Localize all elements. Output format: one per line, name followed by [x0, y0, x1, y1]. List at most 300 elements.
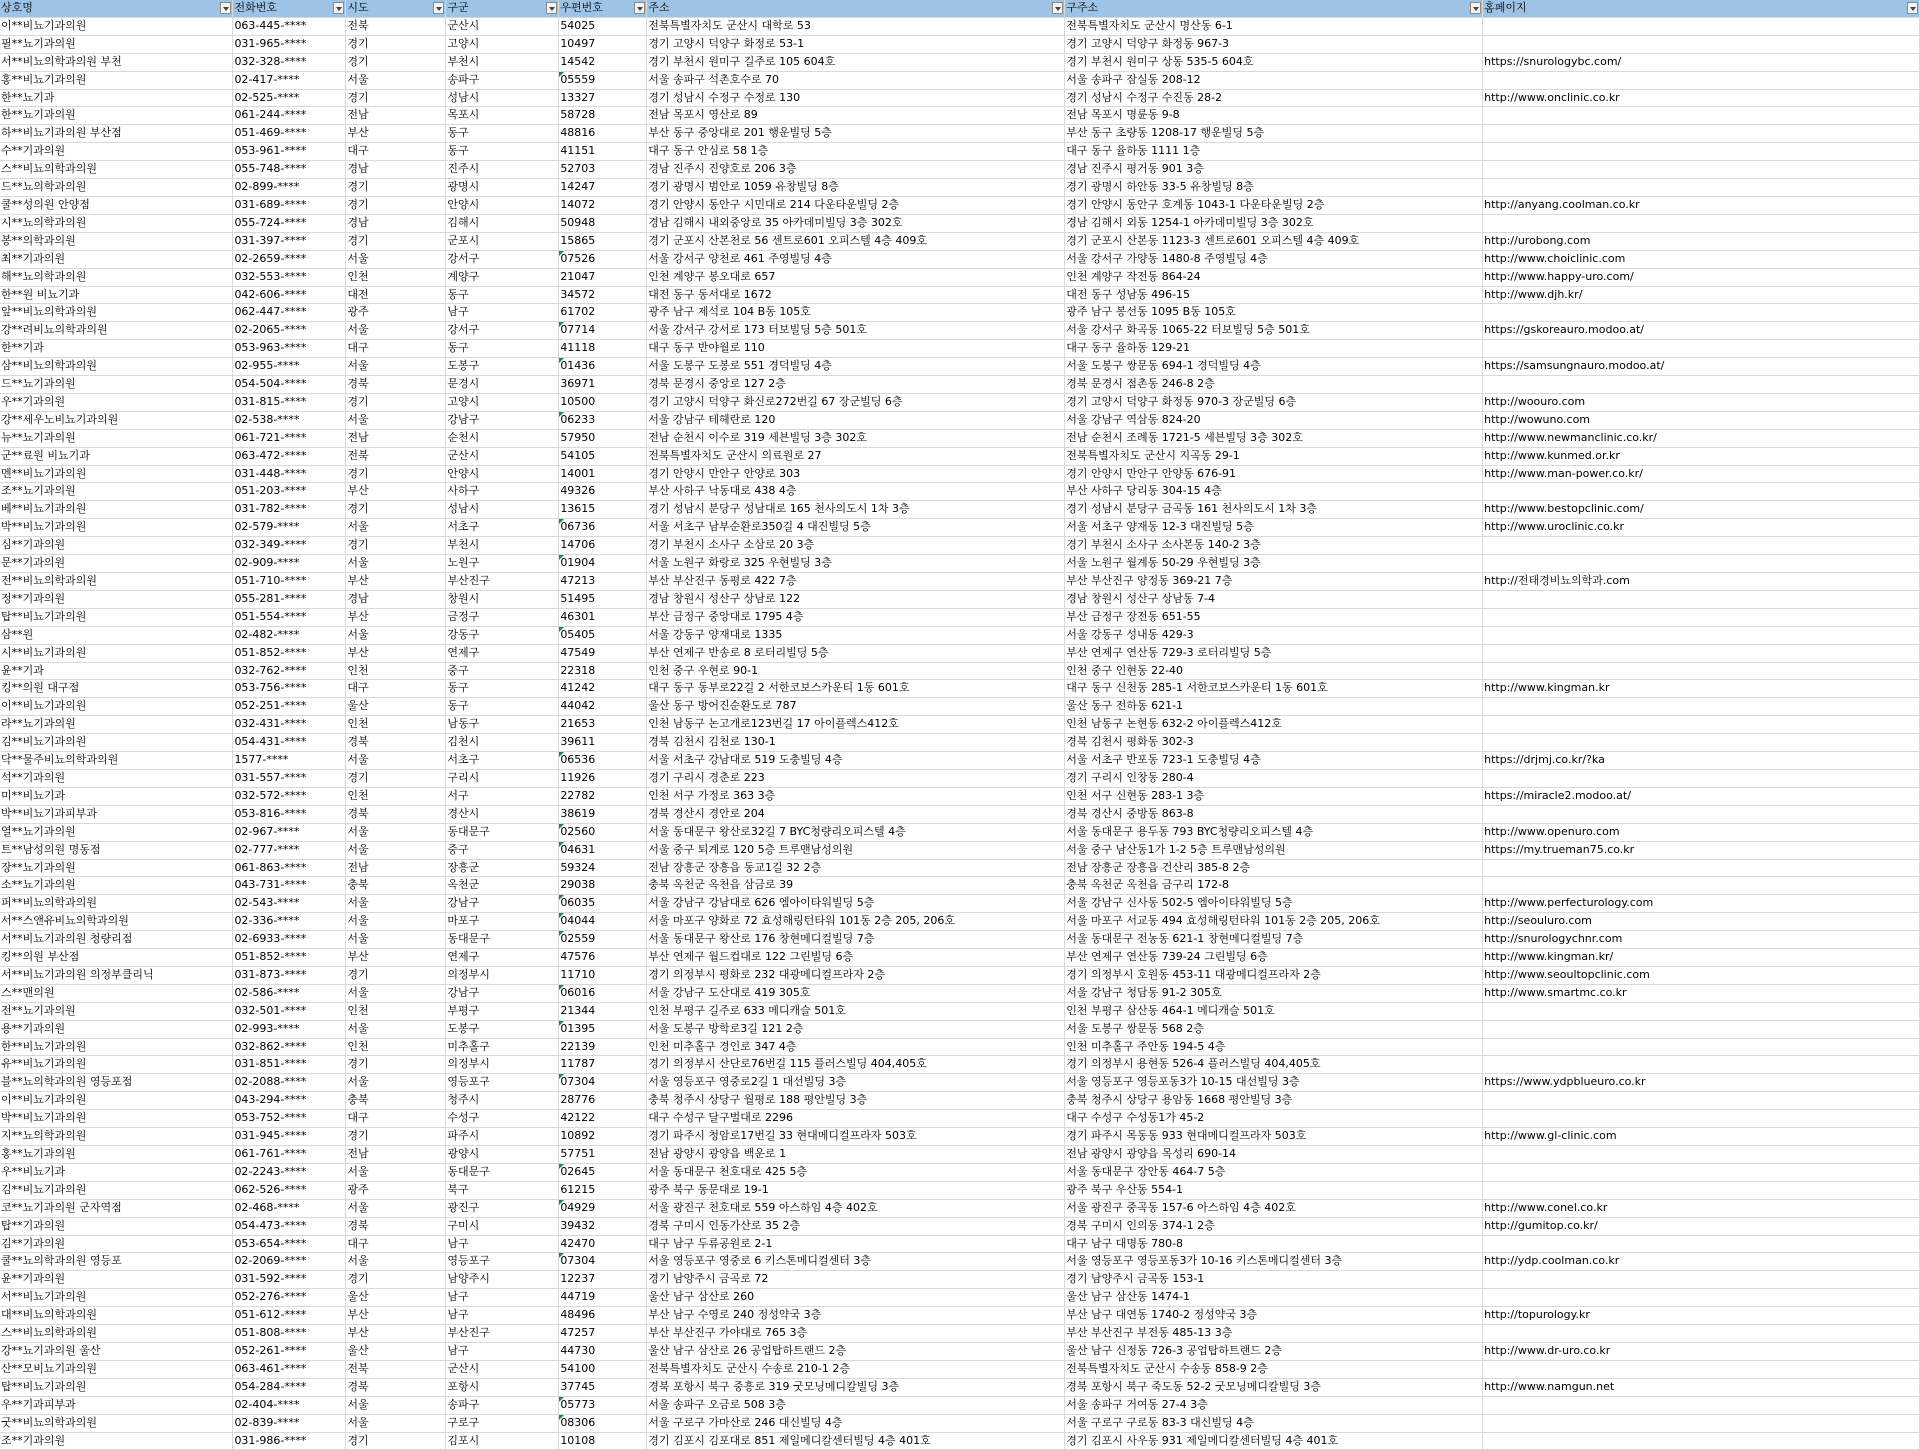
- cell-address[interactable]: 경기 의정부시 산단로76번길 115 플러스빌딩 404,405호: [647, 1056, 1065, 1074]
- cell-district[interactable]: 동대문구: [446, 931, 559, 949]
- cell-homepage[interactable]: [1483, 662, 1920, 680]
- cell-old-address[interactable]: 서울 강동구 성내동 429-3: [1065, 626, 1483, 644]
- cell-province[interactable]: 전남: [346, 107, 446, 125]
- cell-old-address[interactable]: 전남 광양시 광양읍 목성리 690-14: [1065, 1146, 1483, 1164]
- cell-province[interactable]: 인천: [346, 268, 446, 286]
- cell-province[interactable]: 경남: [346, 161, 446, 179]
- cell-phone[interactable]: 02-543-****: [233, 895, 346, 913]
- cell-address[interactable]: 서울 노원구 화랑로 325 우현빌딩 3층: [647, 555, 1065, 573]
- cell-district[interactable]: 구로구: [446, 1414, 559, 1432]
- cell-phone[interactable]: 02-468-****: [233, 1199, 346, 1217]
- cell-postcode[interactable]: 10892: [559, 1128, 647, 1146]
- cell-district[interactable]: 송파구: [446, 71, 559, 89]
- cell-district[interactable]: 진주시: [446, 161, 559, 179]
- cell-province[interactable]: 경기: [346, 465, 446, 483]
- cell-old-address[interactable]: 경남 김해시 외동 1254-1 아카데미빌딩 3층 302호: [1065, 214, 1483, 232]
- cell-name[interactable]: 산**모비뇨기과의원: [0, 1360, 233, 1378]
- cell-phone[interactable]: 031-592-****: [233, 1271, 346, 1289]
- cell-old-address[interactable]: 충북 청주시 상당구 용암동 1668 평안빌딩 3층: [1065, 1092, 1483, 1110]
- cell-name[interactable]: 스**비뇨의학과의원: [0, 1325, 233, 1343]
- cell-phone[interactable]: 032-431-****: [233, 716, 346, 734]
- cell-province[interactable]: 서울: [346, 984, 446, 1002]
- cell-province[interactable]: 대구: [346, 340, 446, 358]
- cell-province[interactable]: 경북: [346, 805, 446, 823]
- cell-name[interactable]: 한**뇨기과: [0, 89, 233, 107]
- cell-old-address[interactable]: 인천 중구 인현동 22-40: [1065, 662, 1483, 680]
- cell-name[interactable]: 조**기과의원: [0, 1432, 233, 1450]
- cell-address[interactable]: 울산 남구 삼산로 260: [647, 1289, 1065, 1307]
- cell-postcode[interactable]: 52703: [559, 161, 647, 179]
- cell-phone[interactable]: 02-2088-****: [233, 1074, 346, 1092]
- cell-province[interactable]: 경기: [346, 89, 446, 107]
- cell-name[interactable]: 탑**비뇨기과의원: [0, 1378, 233, 1396]
- cell-homepage[interactable]: https://gskoreauro.modoo.at/: [1483, 322, 1920, 340]
- cell-phone[interactable]: 031-851-****: [233, 1056, 346, 1074]
- cell-address[interactable]: 경기 남양주시 금곡로 72: [647, 1271, 1065, 1289]
- cell-old-address[interactable]: 경북 포항시 북구 죽도동 52-2 굿모닝메디칼빌딩 3층: [1065, 1378, 1483, 1396]
- cell-phone[interactable]: 02-417-****: [233, 71, 346, 89]
- cell-old-address[interactable]: 경기 성남시 수정구 수진동 28-2: [1065, 89, 1483, 107]
- cell-homepage[interactable]: http://woouro.com: [1483, 393, 1920, 411]
- cell-phone[interactable]: 052-276-****: [233, 1289, 346, 1307]
- cell-province[interactable]: 경기: [346, 393, 446, 411]
- cell-name[interactable]: 김**기과의원: [0, 1235, 233, 1253]
- cell-postcode[interactable]: 13327: [559, 89, 647, 107]
- cell-homepage[interactable]: http://www.kingman.kr/: [1483, 949, 1920, 967]
- cell-province[interactable]: 경기: [346, 179, 446, 197]
- cell-postcode[interactable]: 01436: [559, 358, 647, 376]
- cell-district[interactable]: 동구: [446, 125, 559, 143]
- cell-address[interactable]: 경기 구리시 경춘로 223: [647, 769, 1065, 787]
- cell-district[interactable]: 창원시: [446, 590, 559, 608]
- cell-postcode[interactable]: 34572: [559, 286, 647, 304]
- cell-old-address[interactable]: 부산 사하구 당리동 304-15 4층: [1065, 483, 1483, 501]
- cell-district[interactable]: 사하구: [446, 483, 559, 501]
- cell-postcode[interactable]: 46301: [559, 608, 647, 626]
- cell-name[interactable]: 심**기과의원: [0, 537, 233, 555]
- cell-address[interactable]: 서울 구로구 가마산로 246 대신빌딩 4층: [647, 1414, 1065, 1432]
- cell-postcode[interactable]: 04631: [559, 841, 647, 859]
- cell-province[interactable]: 서울: [346, 626, 446, 644]
- cell-province[interactable]: 인천: [346, 1002, 446, 1020]
- cell-province[interactable]: 전북: [346, 17, 446, 35]
- cell-address[interactable]: 전남 목포시 영산로 89: [647, 107, 1065, 125]
- cell-address[interactable]: 경기 부천시 원미구 길주로 105 604호: [647, 53, 1065, 71]
- cell-homepage[interactable]: [1483, 698, 1920, 716]
- cell-old-address[interactable]: 경북 경산시 중방동 863-8: [1065, 805, 1483, 823]
- cell-address[interactable]: 서울 강남구 테헤란로 120: [647, 411, 1065, 429]
- cell-district[interactable]: 강서구: [446, 322, 559, 340]
- cell-phone[interactable]: 051-852-****: [233, 949, 346, 967]
- cell-old-address[interactable]: 경기 고양시 덕양구 화정동 967-3: [1065, 35, 1483, 53]
- cell-district[interactable]: 동구: [446, 680, 559, 698]
- cell-phone[interactable]: 031-815-****: [233, 393, 346, 411]
- cell-province[interactable]: 광주: [346, 304, 446, 322]
- cell-district[interactable]: 부평구: [446, 1002, 559, 1020]
- cell-province[interactable]: 전북: [346, 1360, 446, 1378]
- cell-postcode[interactable]: 54025: [559, 17, 647, 35]
- filter-dropdown-icon[interactable]: [1907, 2, 1918, 14]
- cell-old-address[interactable]: 부산 남구 대연동 1740-2 정성약국 3층: [1065, 1307, 1483, 1325]
- cell-old-address[interactable]: 서울 구로구 구로동 83-3 대신빌딩 4층: [1065, 1414, 1483, 1432]
- cell-district[interactable]: 성남시: [446, 501, 559, 519]
- cell-phone[interactable]: 02-586-****: [233, 984, 346, 1002]
- cell-old-address[interactable]: 인천 남동구 논현동 632-2 아이플렉스412호: [1065, 716, 1483, 734]
- cell-province[interactable]: 경기: [346, 537, 446, 555]
- cell-old-address[interactable]: 전남 목포시 명륜동 9-8: [1065, 107, 1483, 125]
- cell-postcode[interactable]: 61702: [559, 304, 647, 322]
- cell-address[interactable]: 대구 동구 반야월로 110: [647, 340, 1065, 358]
- cell-name[interactable]: 정**기과의원: [0, 590, 233, 608]
- cell-phone[interactable]: 053-756-****: [233, 680, 346, 698]
- cell-address[interactable]: 부산 연제구 반송로 8 로터리빌딩 5층: [647, 644, 1065, 662]
- cell-homepage[interactable]: http://www.kunmed.or.kr: [1483, 447, 1920, 465]
- cell-postcode[interactable]: 49326: [559, 483, 647, 501]
- cell-name[interactable]: 지**뇨의학과의원: [0, 1128, 233, 1146]
- cell-district[interactable]: 광명시: [446, 179, 559, 197]
- cell-province[interactable]: 경기: [346, 35, 446, 53]
- filter-dropdown-icon[interactable]: [546, 2, 557, 14]
- cell-province[interactable]: 대구: [346, 680, 446, 698]
- cell-postcode[interactable]: 41118: [559, 340, 647, 358]
- cell-district[interactable]: 남양주시: [446, 1271, 559, 1289]
- cell-postcode[interactable]: 06035: [559, 895, 647, 913]
- cell-name[interactable]: 탑**비뇨기과의원: [0, 608, 233, 626]
- cell-address[interactable]: 서울 서초구 남부순환로350길 4 대진빌딩 5층: [647, 519, 1065, 537]
- cell-address[interactable]: 서울 강서구 강서로 173 터보빌딩 5층 501호: [647, 322, 1065, 340]
- cell-phone[interactable]: 062-447-****: [233, 304, 346, 322]
- cell-district[interactable]: 송파구: [446, 1396, 559, 1414]
- cell-address[interactable]: 서울 도봉구 도봉로 551 경덕빌딩 4층: [647, 358, 1065, 376]
- cell-district[interactable]: 부산진구: [446, 573, 559, 591]
- cell-province[interactable]: 서울: [346, 841, 446, 859]
- cell-province[interactable]: 경기: [346, 232, 446, 250]
- cell-address[interactable]: 대구 수성구 달구벌대로 2296: [647, 1110, 1065, 1128]
- cell-name[interactable]: 스**맨의원: [0, 984, 233, 1002]
- cell-old-address[interactable]: 부산 연제구 연산동 729-3 로터리빌딩 5층: [1065, 644, 1483, 662]
- cell-name[interactable]: 윤**기과: [0, 662, 233, 680]
- cell-province[interactable]: 부산: [346, 125, 446, 143]
- cell-old-address[interactable]: 서울 동대문구 전농동 621-1 창현메디컬빌딩 7층: [1065, 931, 1483, 949]
- cell-postcode[interactable]: 14072: [559, 196, 647, 214]
- cell-address[interactable]: 서울 동대문구 왕산로 176 창현메디컬빌딩 7층: [647, 931, 1065, 949]
- cell-homepage[interactable]: http://www.seoultopclinic.com: [1483, 966, 1920, 984]
- filter-dropdown-icon[interactable]: [634, 2, 645, 14]
- cell-province[interactable]: 부산: [346, 1307, 446, 1325]
- cell-homepage[interactable]: [1483, 644, 1920, 662]
- cell-address[interactable]: 인천 서구 가정로 363 3층: [647, 787, 1065, 805]
- cell-district[interactable]: 서초구: [446, 519, 559, 537]
- cell-address[interactable]: 경기 군포시 산본천로 56 센트로601 오피스텔 4층 409호: [647, 232, 1065, 250]
- cell-phone[interactable]: 063-461-****: [233, 1360, 346, 1378]
- cell-province[interactable]: 부산: [346, 949, 446, 967]
- cell-name[interactable]: 하**비뇨기과의원 부산점: [0, 125, 233, 143]
- cell-address[interactable]: 경기 성남시 분당구 성남대로 165 천사의도시 1차 3층: [647, 501, 1065, 519]
- cell-province[interactable]: 서울: [346, 1074, 446, 1092]
- cell-province[interactable]: 울산: [346, 698, 446, 716]
- cell-postcode[interactable]: 38619: [559, 805, 647, 823]
- cell-name[interactable]: 서**비뇨의학과의원 부천: [0, 53, 233, 71]
- cell-name[interactable]: 쿨**성의원 안양점: [0, 196, 233, 214]
- filter-dropdown-icon[interactable]: [333, 2, 344, 14]
- cell-old-address[interactable]: 서울 강서구 가양동 1480-8 주영빌딩 4층: [1065, 250, 1483, 268]
- cell-old-address[interactable]: 서울 송파구 거여동 27-4 3층: [1065, 1396, 1483, 1414]
- cell-postcode[interactable]: 05405: [559, 626, 647, 644]
- cell-old-address[interactable]: 대구 동구 율하동 1111 1층: [1065, 143, 1483, 161]
- cell-province[interactable]: 경기: [346, 1128, 446, 1146]
- cell-name[interactable]: 이**비뇨기과의원: [0, 17, 233, 35]
- cell-district[interactable]: 남구: [446, 1307, 559, 1325]
- cell-postcode[interactable]: 10108: [559, 1432, 647, 1450]
- cell-province[interactable]: 경기: [346, 966, 446, 984]
- cell-old-address[interactable]: 서울 노원구 월계동 50-29 우현빌딩 3층: [1065, 555, 1483, 573]
- cell-name[interactable]: 쿨**뇨의학과의원 영등포: [0, 1253, 233, 1271]
- cell-old-address[interactable]: 전남 장흥군 장흥읍 건산리 385-8 2층: [1065, 859, 1483, 877]
- cell-phone[interactable]: 051-710-****: [233, 573, 346, 591]
- cell-address[interactable]: 부산 금정구 중앙대로 1795 4층: [647, 608, 1065, 626]
- cell-address[interactable]: 서울 강동구 양재대로 1335: [647, 626, 1065, 644]
- cell-province[interactable]: 서울: [346, 931, 446, 949]
- cell-homepage[interactable]: [1483, 483, 1920, 501]
- cell-old-address[interactable]: 전북특별자치도 군산시 명산동 6-1: [1065, 17, 1483, 35]
- cell-name[interactable]: 열**뇨기과의원: [0, 823, 233, 841]
- filter-dropdown-icon[interactable]: [433, 2, 444, 14]
- cell-postcode[interactable]: 54100: [559, 1360, 647, 1378]
- cell-postcode[interactable]: 11787: [559, 1056, 647, 1074]
- cell-old-address[interactable]: 전남 순천시 조례동 1721-5 세븐빌딩 3층 302호: [1065, 429, 1483, 447]
- cell-homepage[interactable]: [1483, 125, 1920, 143]
- cell-address[interactable]: 서울 광진구 천호대로 559 아스하임 4층 402호: [647, 1199, 1065, 1217]
- cell-address[interactable]: 광주 남구 제석로 104 B동 105호: [647, 304, 1065, 322]
- cell-postcode[interactable]: 04044: [559, 913, 647, 931]
- cell-phone[interactable]: 054-431-****: [233, 734, 346, 752]
- cell-postcode[interactable]: 07526: [559, 250, 647, 268]
- cell-address[interactable]: 서울 서초구 강남대로 519 도충빌딩 4층: [647, 752, 1065, 770]
- cell-province[interactable]: 서울: [346, 823, 446, 841]
- cell-old-address[interactable]: 울산 남구 삼산동 1474-1: [1065, 1289, 1483, 1307]
- cell-name[interactable]: 군**료원 비뇨기과: [0, 447, 233, 465]
- cell-homepage[interactable]: https://my.trueman75.co.kr: [1483, 841, 1920, 859]
- cell-name[interactable]: 닥**물주비뇨의학과의원: [0, 752, 233, 770]
- cell-address[interactable]: 경남 창원시 성산구 상남로 122: [647, 590, 1065, 608]
- cell-name[interactable]: 용**기과의원: [0, 1020, 233, 1038]
- cell-name[interactable]: 우**비뇨기과: [0, 1163, 233, 1181]
- cell-name[interactable]: 필**뇨기과의원: [0, 35, 233, 53]
- cell-old-address[interactable]: 경기 구리시 인창동 280-4: [1065, 769, 1483, 787]
- cell-postcode[interactable]: 06536: [559, 752, 647, 770]
- cell-phone[interactable]: 063-445-****: [233, 17, 346, 35]
- cell-district[interactable]: 동대문구: [446, 823, 559, 841]
- cell-phone[interactable]: 02-2243-****: [233, 1163, 346, 1181]
- cell-homepage[interactable]: http://www.gl-clinic.com: [1483, 1128, 1920, 1146]
- cell-name[interactable]: 삼**비뇨의학과의원: [0, 358, 233, 376]
- cell-postcode[interactable]: 39611: [559, 734, 647, 752]
- cell-district[interactable]: 수성구: [446, 1110, 559, 1128]
- cell-name[interactable]: 해**뇨의학과의원: [0, 268, 233, 286]
- cell-name[interactable]: 윤**기과의원: [0, 1271, 233, 1289]
- cell-homepage[interactable]: [1483, 537, 1920, 555]
- cell-homepage[interactable]: http://www.dr-uro.co.kr: [1483, 1342, 1920, 1360]
- cell-name[interactable]: 김**비뇨기과의원: [0, 1181, 233, 1199]
- cell-homepage[interactable]: http://www.kingman.kr: [1483, 680, 1920, 698]
- cell-phone[interactable]: 032-349-****: [233, 537, 346, 555]
- cell-homepage[interactable]: http://snurologychnr.com: [1483, 931, 1920, 949]
- cell-homepage[interactable]: [1483, 179, 1920, 197]
- cell-postcode[interactable]: 57950: [559, 429, 647, 447]
- cell-district[interactable]: 파주시: [446, 1128, 559, 1146]
- cell-phone[interactable]: 063-472-****: [233, 447, 346, 465]
- cell-name[interactable]: 석**기과의원: [0, 769, 233, 787]
- cell-address[interactable]: 전남 광양시 광양읍 백운로 1: [647, 1146, 1065, 1164]
- cell-name[interactable]: 앞**비뇨의학과의원: [0, 304, 233, 322]
- cell-phone[interactable]: 043-294-****: [233, 1092, 346, 1110]
- cell-province[interactable]: 서울: [346, 895, 446, 913]
- cell-phone[interactable]: 051-808-****: [233, 1325, 346, 1343]
- cell-old-address[interactable]: 충북 옥천군 옥천읍 금구리 172-8: [1065, 877, 1483, 895]
- cell-name[interactable]: 우**기과피부과: [0, 1396, 233, 1414]
- cell-province[interactable]: 서울: [346, 1020, 446, 1038]
- cell-district[interactable]: 김포시: [446, 1432, 559, 1450]
- cell-homepage[interactable]: http://seouluro.com: [1483, 913, 1920, 931]
- cell-homepage[interactable]: http://topurology.kr: [1483, 1307, 1920, 1325]
- cell-old-address[interactable]: 부산 부산진구 부전동 485-13 3층: [1065, 1325, 1483, 1343]
- cell-homepage[interactable]: [1483, 1092, 1920, 1110]
- cell-name[interactable]: 소**뇨기과의원: [0, 877, 233, 895]
- cell-district[interactable]: 구리시: [446, 769, 559, 787]
- cell-address[interactable]: 서울 영등포구 영중로2길 1 대선빌딩 3층: [647, 1074, 1065, 1092]
- cell-homepage[interactable]: [1483, 71, 1920, 89]
- cell-district[interactable]: 의정부시: [446, 1056, 559, 1074]
- cell-name[interactable]: 한**기과: [0, 340, 233, 358]
- cell-province[interactable]: 경북: [346, 1217, 446, 1235]
- cell-district[interactable]: 북구: [446, 1181, 559, 1199]
- cell-postcode[interactable]: 10500: [559, 393, 647, 411]
- cell-name[interactable]: 강**뇨기과의원 울산: [0, 1342, 233, 1360]
- cell-homepage[interactable]: http://www.openuro.com: [1483, 823, 1920, 841]
- cell-postcode[interactable]: 07714: [559, 322, 647, 340]
- cell-province[interactable]: 경기: [346, 501, 446, 519]
- cell-postcode[interactable]: 11926: [559, 769, 647, 787]
- cell-address[interactable]: 인천 부평구 길주로 633 메디캐슬 501호: [647, 1002, 1065, 1020]
- cell-old-address[interactable]: 서울 광진구 중곡동 157-6 아스하임 4층 402호: [1065, 1199, 1483, 1217]
- cell-district[interactable]: 군산시: [446, 17, 559, 35]
- cell-old-address[interactable]: 경기 안양시 만안구 안양동 676-91: [1065, 465, 1483, 483]
- cell-province[interactable]: 경남: [346, 590, 446, 608]
- cell-name[interactable]: 퍼**비뇨의학과의원: [0, 895, 233, 913]
- cell-name[interactable]: 조**뇨기과의원: [0, 483, 233, 501]
- cell-phone[interactable]: 02-579-****: [233, 519, 346, 537]
- cell-postcode[interactable]: 21344: [559, 1002, 647, 1020]
- cell-name[interactable]: 전**뇨기과의원: [0, 1002, 233, 1020]
- cell-address[interactable]: 서울 강남구 강남대로 626 엠아이타워빌딩 5층: [647, 895, 1065, 913]
- cell-homepage[interactable]: http://www.djh.kr/: [1483, 286, 1920, 304]
- cell-name[interactable]: 박**비뇨기과의원: [0, 519, 233, 537]
- cell-address[interactable]: 대구 남구 두류공원로 2-1: [647, 1235, 1065, 1253]
- cell-district[interactable]: 도봉구: [446, 358, 559, 376]
- cell-address[interactable]: 울산 동구 방어진순환도로 787: [647, 698, 1065, 716]
- cell-district[interactable]: 안양시: [446, 465, 559, 483]
- cell-name[interactable]: 수**기과의원: [0, 143, 233, 161]
- cell-postcode[interactable]: 47213: [559, 573, 647, 591]
- cell-homepage[interactable]: http://www.man-power.co.kr/: [1483, 465, 1920, 483]
- cell-old-address[interactable]: 광주 남구 봉선동 1095 B동 105호: [1065, 304, 1483, 322]
- cell-district[interactable]: 서구: [446, 787, 559, 805]
- cell-old-address[interactable]: 인천 미추홀구 주안동 194-5 4층: [1065, 1038, 1483, 1056]
- cell-postcode[interactable]: 50948: [559, 214, 647, 232]
- cell-old-address[interactable]: 대구 수성구 수성동1가 45-2: [1065, 1110, 1483, 1128]
- cell-homepage[interactable]: [1483, 859, 1920, 877]
- cell-homepage[interactable]: [1483, 214, 1920, 232]
- cell-postcode[interactable]: 10497: [559, 35, 647, 53]
- cell-postcode[interactable]: 36971: [559, 376, 647, 394]
- cell-district[interactable]: 남동구: [446, 716, 559, 734]
- cell-postcode[interactable]: 44719: [559, 1289, 647, 1307]
- cell-phone[interactable]: 053-961-****: [233, 143, 346, 161]
- cell-name[interactable]: 전**비뇨의학과의원: [0, 573, 233, 591]
- cell-name[interactable]: 킹**의원 부산점: [0, 949, 233, 967]
- cell-address[interactable]: 경기 광명시 범안로 1059 유창빌딩 8층: [647, 179, 1065, 197]
- cell-postcode[interactable]: 37745: [559, 1378, 647, 1396]
- cell-province[interactable]: 부산: [346, 573, 446, 591]
- cell-homepage[interactable]: [1483, 626, 1920, 644]
- cell-name[interactable]: 이**비뇨기과의원: [0, 698, 233, 716]
- cell-postcode[interactable]: 54105: [559, 447, 647, 465]
- cell-postcode[interactable]: 48496: [559, 1307, 647, 1325]
- cell-homepage[interactable]: http://www.happy-uro.com/: [1483, 268, 1920, 286]
- cell-address[interactable]: 충북 옥천군 옥천읍 삼금로 39: [647, 877, 1065, 895]
- cell-homepage[interactable]: http://gumitop.co.kr/: [1483, 1217, 1920, 1235]
- cell-old-address[interactable]: 경기 남양주시 금곡동 153-1: [1065, 1271, 1483, 1289]
- cell-address[interactable]: 부산 남구 수영로 240 정성약국 3층: [647, 1307, 1065, 1325]
- cell-district[interactable]: 강남구: [446, 984, 559, 1002]
- cell-phone[interactable]: 032-501-****: [233, 1002, 346, 1020]
- cell-old-address[interactable]: 대구 남구 대명동 780-8: [1065, 1235, 1483, 1253]
- cell-phone[interactable]: 031-689-****: [233, 196, 346, 214]
- cell-district[interactable]: 안양시: [446, 196, 559, 214]
- cell-postcode[interactable]: 04929: [559, 1199, 647, 1217]
- cell-postcode[interactable]: 11710: [559, 966, 647, 984]
- cell-address[interactable]: 서울 강서구 양천로 461 주영빌딩 4층: [647, 250, 1065, 268]
- cell-address[interactable]: 대구 동구 안심로 58 1층: [647, 143, 1065, 161]
- cell-address[interactable]: 전북특별자치도 군산시 수송로 210-1 2층: [647, 1360, 1065, 1378]
- cell-address[interactable]: 경기 김포시 김포대로 851 제일메디칼센터빌딩 4층 401호: [647, 1432, 1065, 1450]
- cell-address[interactable]: 경북 구미시 인동가산로 35 2층: [647, 1217, 1065, 1235]
- cell-phone[interactable]: 051-852-****: [233, 644, 346, 662]
- cell-name[interactable]: 시**비뇨기과의원: [0, 644, 233, 662]
- cell-old-address[interactable]: 서울 강남구 신사동 502-5 엠아이타워빌딩 5층: [1065, 895, 1483, 913]
- cell-old-address[interactable]: 경남 창원시 성산구 상남동 7-4: [1065, 590, 1483, 608]
- cell-old-address[interactable]: 인천 계양구 작전동 864-24: [1065, 268, 1483, 286]
- cell-homepage[interactable]: [1483, 340, 1920, 358]
- cell-province[interactable]: 서울: [346, 322, 446, 340]
- cell-district[interactable]: 강동구: [446, 626, 559, 644]
- cell-address[interactable]: 충북 청주시 상당구 월평로 188 평안빌딩 3층: [647, 1092, 1065, 1110]
- cell-postcode[interactable]: 21047: [559, 268, 647, 286]
- cell-phone[interactable]: 02-839-****: [233, 1414, 346, 1432]
- cell-phone[interactable]: 053-654-****: [233, 1235, 346, 1253]
- cell-province[interactable]: 인천: [346, 716, 446, 734]
- cell-phone[interactable]: 051-554-****: [233, 608, 346, 626]
- cell-phone[interactable]: 02-2069-****: [233, 1253, 346, 1271]
- cell-phone[interactable]: 031-782-****: [233, 501, 346, 519]
- cell-old-address[interactable]: 서울 서초구 양재동 12-3 대진빌딩 5층: [1065, 519, 1483, 537]
- cell-district[interactable]: 동구: [446, 698, 559, 716]
- cell-phone[interactable]: 02-404-****: [233, 1396, 346, 1414]
- cell-homepage[interactable]: http://wowuno.com: [1483, 411, 1920, 429]
- cell-homepage[interactable]: [1483, 716, 1920, 734]
- cell-district[interactable]: 계양구: [446, 268, 559, 286]
- cell-province[interactable]: 대구: [346, 1110, 446, 1128]
